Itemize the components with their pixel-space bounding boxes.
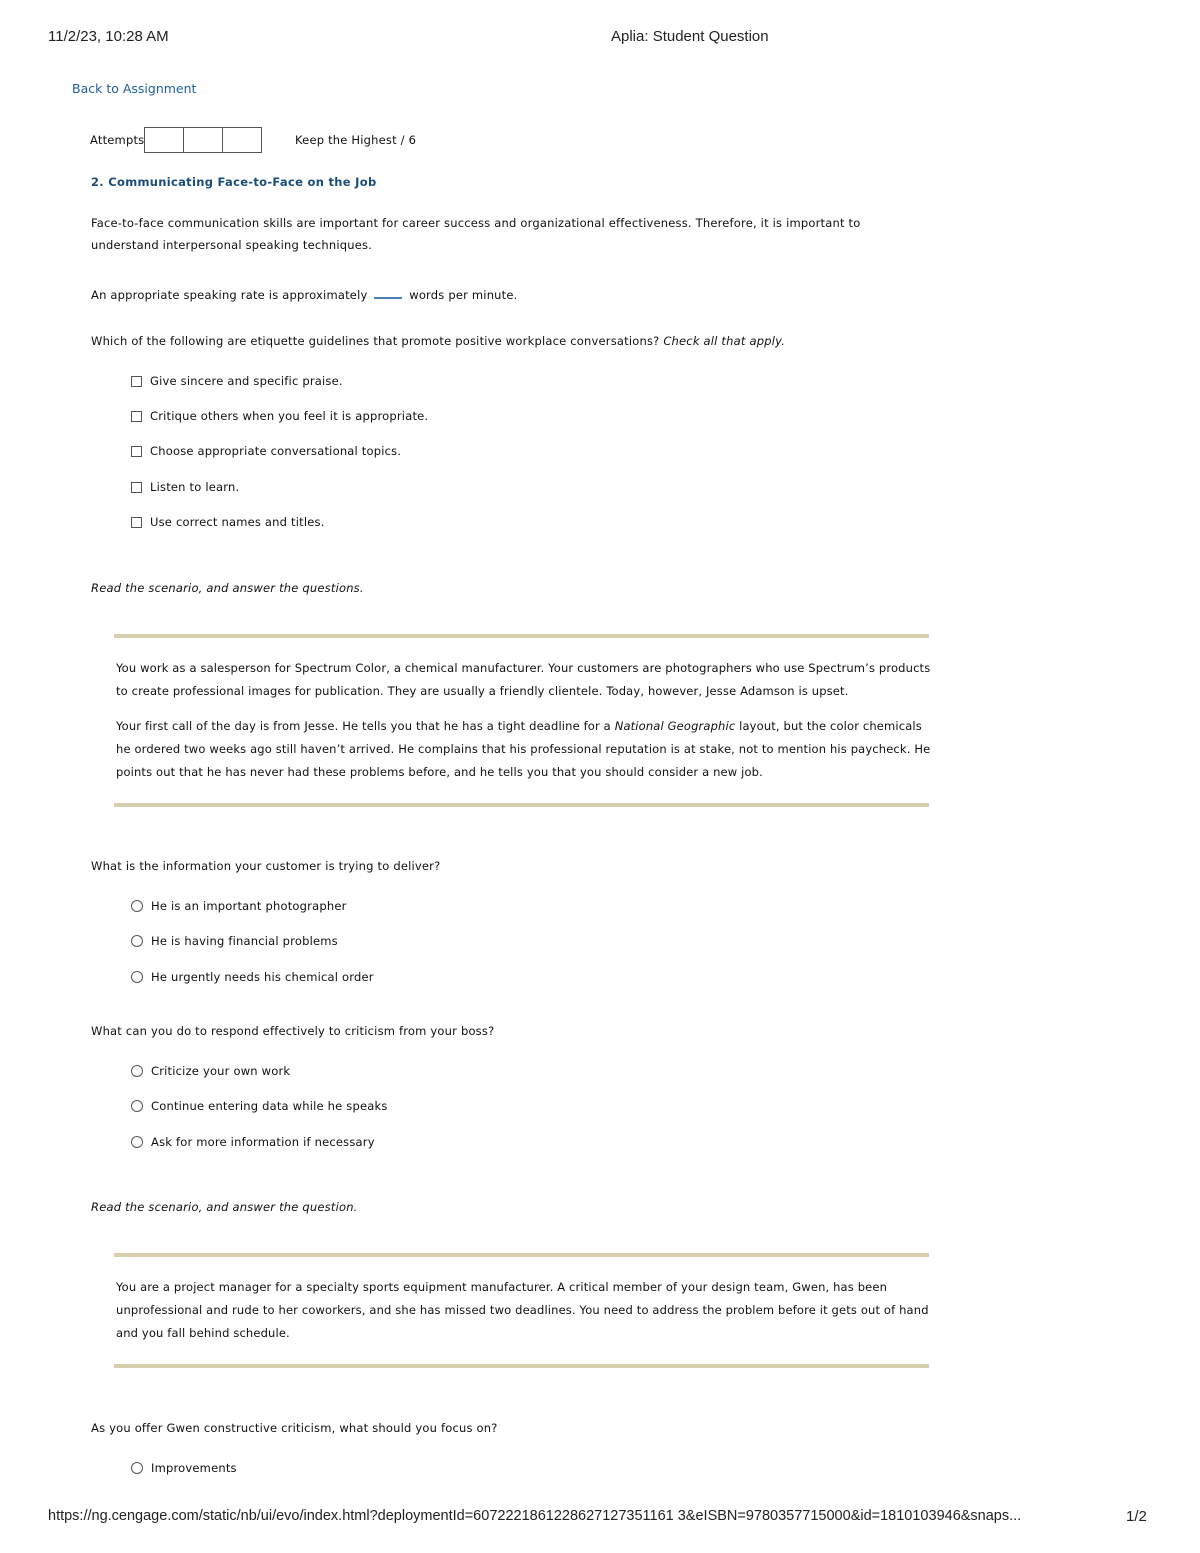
print-timestamp: 11/2/23, 10:28 AM (48, 28, 169, 45)
print-page-title: Aplia: Student Question (611, 28, 769, 45)
customer-info-option[interactable]: He urgently needs his chemical order (131, 970, 374, 984)
customer-info-option[interactable]: He is an important photographer (131, 899, 347, 913)
question-title: 2. Communicating Face-to-Face on the Job (91, 175, 377, 189)
checkbox[interactable] (131, 446, 142, 457)
scenario-1-bottom-rule (114, 803, 929, 807)
speaking-rate-sentence (91, 287, 518, 302)
checkbox[interactable] (131, 411, 142, 422)
radio-button[interactable] (131, 900, 143, 912)
checkbox[interactable] (131, 376, 142, 387)
magazine-title: National Geographic (614, 719, 736, 733)
speaking-rate-text-before: An appropriate speaking rate is approximately (91, 288, 368, 302)
etiquette-question (91, 334, 785, 348)
customer-info-option[interactable]: He is having financial problems (131, 934, 338, 948)
radio-button[interactable] (131, 1100, 143, 1112)
radio-button[interactable] (131, 1462, 143, 1474)
gwen-prompt: As you offer Gwen constructive criticism, what should you focus on? (91, 1421, 498, 1435)
attempts-indicator (144, 127, 262, 153)
scenario-2-top-rule (114, 1253, 929, 1257)
radio-button[interactable] (131, 935, 143, 947)
scenario-2-bottom-rule (114, 1364, 929, 1368)
attempt-box (184, 128, 223, 152)
etiquette-option[interactable]: Listen to learn. (131, 480, 239, 494)
scenario-1-paragraph-1: You work as a salesperson for Spectrum Color, a chemical manufacturer. Your customers are photographers who use Spectrum’s products to create professional images for publication. They are usually a friendly clientele. Today, however, Jesse Adamson is upset. (116, 661, 931, 698)
scenario-1-paragraph-2: Your first call of the day is from Jesse. He tells you that he has a tight deadline for a National Geographic layout, but the color chemicals he ordered two weeks ago still haven’t arrived. He complains that his professional reputation is at stake, not to mention his paycheck. He points out that he has never had these problems before, and he tells you that you should consider a new job. (116, 719, 931, 779)
speaking-rate-text-after: words per minute. (409, 288, 518, 302)
gwen-option[interactable]: Improvements (131, 1461, 237, 1475)
question-intro: Face-to-face communication skills are important for career success and organizational effectiveness. Therefore, it is important to understand interpersonal speaking techniques. (91, 216, 861, 252)
customer-info-prompt: What is the information your customer is trying to deliver? (91, 859, 441, 873)
print-url: https://ng.cengage.com/static/nb/ui/evo/index.html?deploymentId=6072221861228627127351161 3&eISBN=9780357715000&id=1810103946&snaps... (48, 1508, 1022, 1524)
criticism-option[interactable]: Continue entering data while he speaks (131, 1099, 388, 1113)
scenario-2-box (116, 1276, 931, 1357)
scenario-2-paragraph-1: You are a project manager for a specialty sports equipment manufacturer. A critical member of your design team, Gwen, has been unprofessional and rude to her coworkers, and she has missed two deadlines. You need to address the problem before it gets out of hand and you fall behind schedule. (116, 1280, 929, 1340)
etiquette-instruction: Check all that apply. (663, 334, 786, 348)
back-to-assignment-link[interactable]: Back to Assignment (72, 81, 197, 96)
criticism-option[interactable]: Criticize your own work (131, 1064, 290, 1078)
radio-button[interactable] (131, 1065, 143, 1077)
attempts-label: Attempts (90, 133, 145, 147)
criticism-option[interactable]: Ask for more information if necessary (131, 1135, 375, 1149)
etiquette-option[interactable]: Critique others when you feel it is appropriate. (131, 409, 428, 423)
attempt-box (145, 128, 184, 152)
etiquette-option[interactable]: Choose appropriate conversational topics. (131, 444, 401, 458)
radio-button[interactable] (131, 1136, 143, 1148)
radio-button[interactable] (131, 971, 143, 983)
etiquette-option[interactable]: Give sincere and specific praise. (131, 374, 343, 388)
checkbox[interactable] (131, 482, 142, 493)
scenario-1-top-rule (114, 634, 929, 638)
scenario-1-instruction: Read the scenario, and answer the questions. (91, 581, 364, 595)
etiquette-option[interactable]: Use correct names and titles. (131, 515, 325, 529)
criticism-prompt: What can you do to respond effectively to criticism from your boss? (91, 1024, 495, 1038)
etiquette-prompt: Which of the following are etiquette guidelines that promote positive workplace conversations? (91, 334, 660, 348)
print-page-number: 1/2 (1126, 1508, 1147, 1525)
speaking-rate-dropdown[interactable] (374, 287, 402, 299)
scenario-2-instruction: Read the scenario, and answer the question. (91, 1200, 358, 1214)
attempt-box (223, 128, 261, 152)
checkbox[interactable] (131, 517, 142, 528)
attempts-policy: Keep the Highest / 6 (295, 133, 417, 147)
scenario-1-box (116, 657, 931, 796)
